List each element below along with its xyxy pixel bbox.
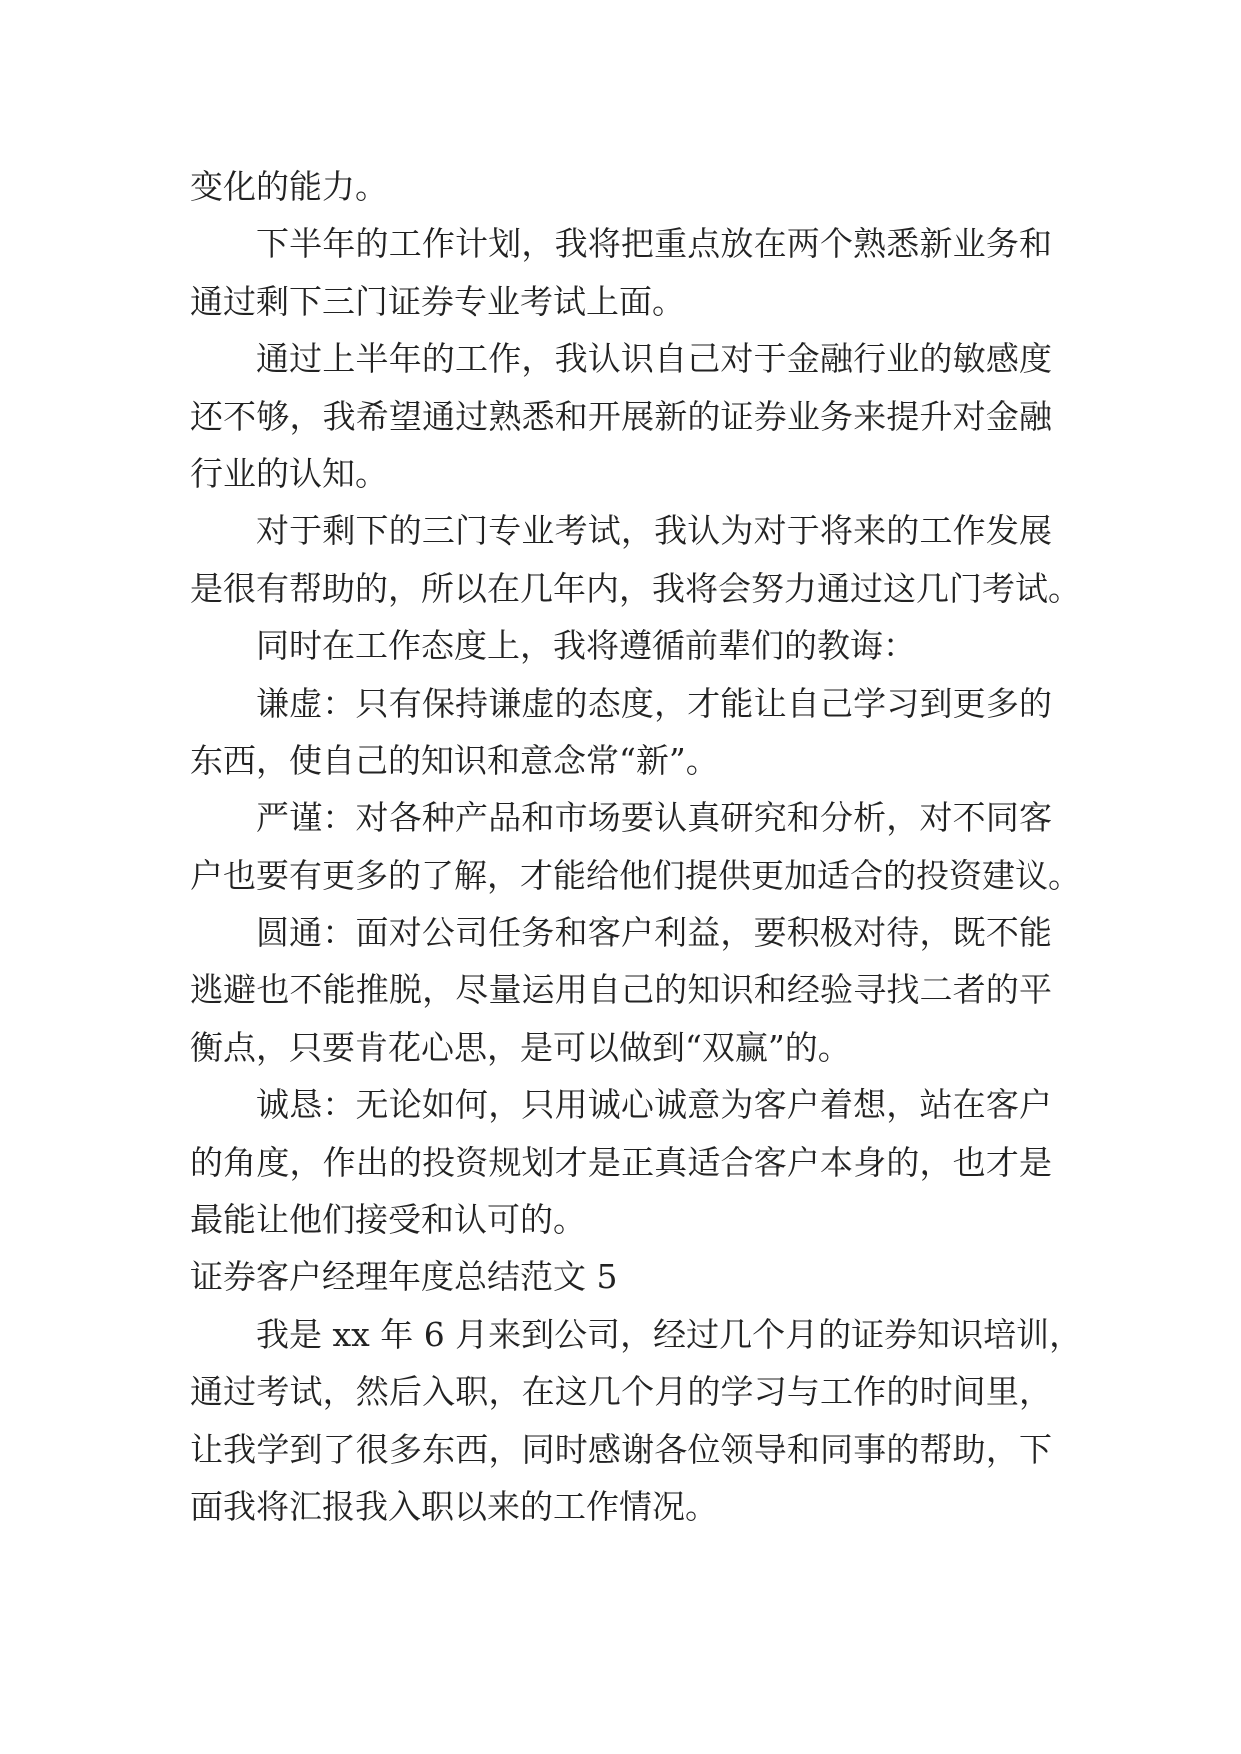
paragraph-line: 让我学到了很多东西，同时感谢各位领导和同事的帮助，下 bbox=[190, 1429, 1052, 1469]
paragraph-line: 诚恳：无论如何，只用诚心诚意为客户着想，站在客户 bbox=[256, 1085, 1052, 1125]
paragraph-line: 谦虚：只有保持谦虚的态度，才能让自己学习到更多的 bbox=[256, 683, 1052, 723]
section-heading: 证券客户经理年度总结范文 5 bbox=[190, 1257, 618, 1297]
paragraph-line: 衡点，只要肯花心思，是可以做到“双赢”的。 bbox=[190, 1027, 851, 1067]
paragraph-line: 行业的认知。 bbox=[190, 453, 388, 493]
paragraph-line: 户也要有更多的了解，才能给他们提供更加适合的投资建议。 bbox=[190, 855, 1081, 895]
paragraph-line: 东西，使自己的知识和意念常“新”。 bbox=[190, 740, 719, 780]
paragraph-line: 我是 xx 年 6 月来到公司，经过几个月的证券知识培训， bbox=[256, 1314, 1083, 1354]
paragraph-line: 变化的能力。 bbox=[190, 167, 388, 206]
paragraph-line: 通过考试，然后入职，在这几个月的学习与工作的时间里， bbox=[190, 1372, 1052, 1412]
paragraph-line: 逃避也不能推脱，尽量运用自己的知识和经验寻找二者的平 bbox=[190, 970, 1052, 1010]
paragraph-line: 严谨：对各种产品和市场要认真研究和分析，对不同客 bbox=[256, 798, 1052, 838]
paragraph-line: 还不够，我希望通过熟悉和开展新的证券业务来提升对金融 bbox=[190, 396, 1052, 436]
paragraph-line: 面我将汇报我入职以来的工作情况。 bbox=[190, 1486, 718, 1526]
paragraph-line: 下半年的工作计划，我将把重点放在两个熟悉新业务和 bbox=[256, 224, 1052, 264]
paragraph-line: 通过上半年的工作，我认识自己对于金融行业的敏感度 bbox=[256, 339, 1052, 379]
paragraph-line: 最能让他们接受和认可的。 bbox=[190, 1200, 586, 1240]
paragraph-line: 是很有帮助的，所以在几年内，我将会努力通过这几门考试。 bbox=[190, 568, 1081, 608]
paragraph-line: 的角度，作出的投资规划才是正真适合客户本身的，也才是 bbox=[190, 1142, 1052, 1182]
document-body bbox=[190, 158, 1083, 1535]
paragraph-line: 对于剩下的三门专业考试，我认为对于将来的工作发展 bbox=[256, 511, 1052, 551]
paragraph-line: 圆通：面对公司任务和客户利益，要积极对待，既不能 bbox=[256, 913, 1052, 953]
paragraph-line: 通过剩下三门证券专业考试上面。 bbox=[190, 281, 685, 321]
paragraph-line: 同时在工作态度上，我将遵循前辈们的教诲： bbox=[256, 626, 916, 666]
